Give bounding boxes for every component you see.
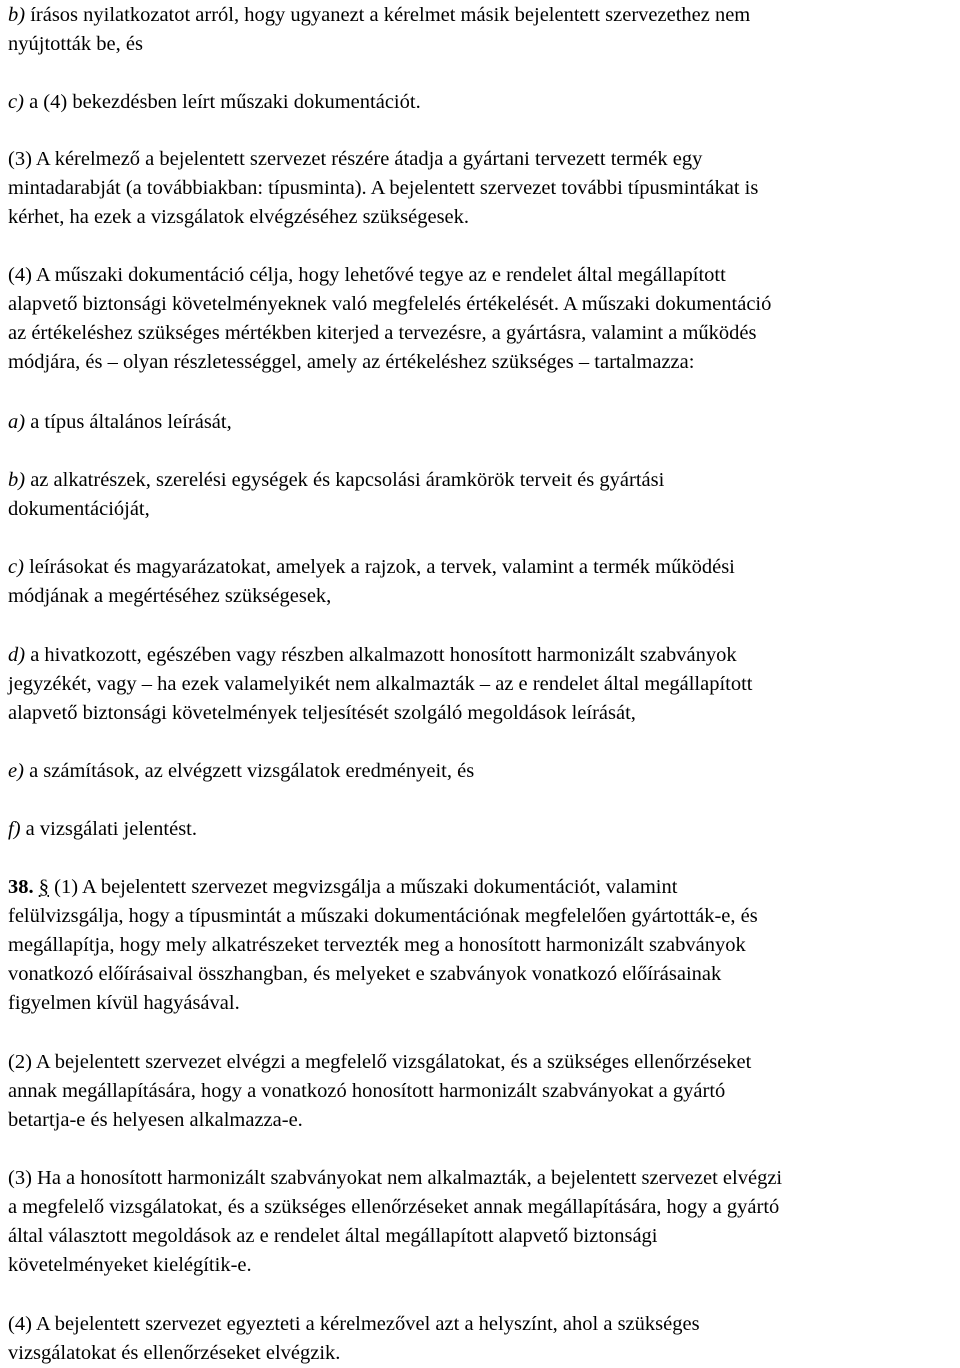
text-line: az értékeléshez szükséges mértékben kiterjed a tervezésre, a gyártásra, valamint a működés: [8, 322, 757, 344]
line-text: a vizsgálati jelentést.: [20, 818, 197, 840]
section-38-paragraph-4: [8, 1310, 958, 1368]
text-line: [8, 757, 958, 786]
text-line: (3) A kérelmező a bejelentett szervezet részére átadja a gyártani tervezett termék egy: [8, 148, 703, 170]
text-line: jegyzékét, vagy – ha ezek valamelyikét nem alkalmazták – az e rendelet által megállapított: [8, 673, 753, 695]
item-letter: b): [8, 469, 26, 491]
text-line: alapvető biztonsági követelményeknek való megfelelés értékelését. A műszaki dokumentáció: [8, 293, 772, 315]
text-line: [8, 553, 958, 582]
text-line: [8, 88, 958, 117]
item-letter: e): [8, 760, 24, 782]
text-line: [8, 466, 958, 495]
text-line: (4) A műszaki dokumentáció célja, hogy lehetővé tegye az e rendelet által megállapított: [8, 264, 726, 286]
line-text: írásos nyilatkozatot arról, hogy ugyanezt a kérelmet másik bejelentett szervezethez nem: [25, 4, 751, 26]
text-line: (4) A bejelentett szervezet egyezteti a kérelmezővel azt a helyszínt, ahol a szükséges: [8, 1313, 700, 1335]
section-38-paragraph-3: [8, 1164, 958, 1280]
line-text: (1) A bejelentett szervezet megvizsgálja a műszaki dokumentációt, valamint: [49, 876, 678, 898]
text-line: [8, 641, 958, 670]
text-line: figyelmen kívül hagyásával.: [8, 992, 240, 1014]
text-line: módjának a megértéséhez szükségesek,: [8, 585, 332, 607]
line-text: a típus általános leírását,: [25, 411, 232, 433]
text-line: vonatkozó előírásaival összhangban, és melyeket e szabványok vonatkozó előírásainak: [8, 963, 722, 985]
text-line: [8, 408, 958, 437]
item-letter: b): [8, 4, 26, 26]
list-item-c-technical-documentation: [8, 88, 958, 117]
text-line: alapvető biztonsági követelmények teljesítését szolgáló megoldások leírását,: [8, 702, 636, 724]
list-item-b-written-statement: [8, 1, 958, 59]
paragraph-4: [8, 261, 958, 377]
section-sign-link[interactable]: §: [38, 876, 49, 898]
item-letter: a): [8, 411, 26, 433]
text-line: felülvizsgálja, hogy a típusmintát a műszaki dokumentációnak megfelelően gyártották-e, és: [8, 905, 758, 927]
text-line: [8, 1, 958, 30]
text-line: dokumentációját,: [8, 498, 150, 520]
text-line: mintadarabját (a továbbiakban: típusminta). A bejelentett szervezet további típusmintákat is: [8, 177, 759, 199]
list-item-b-component-plans: [8, 466, 958, 524]
text-line: (3) Ha a honosított harmonizált szabványokat nem alkalmazták, a bejelentett szervezet elvégzi: [8, 1167, 783, 1189]
line-text: leírásokat és magyarázatokat, amelyek a rajzok, a tervek, valamint a termék működési: [23, 556, 735, 578]
text-line: annak megállapítására, hogy a vonatkozó honosított harmonizált szabványokat a gyártó: [8, 1080, 726, 1102]
text-line: követelményeket kielégítik-e.: [8, 1254, 252, 1276]
item-letter: c): [8, 556, 24, 578]
list-item-c-descriptions: [8, 553, 958, 611]
text-line: kérhet, ha ezek a vizsgálatok elvégzéséhez szükségesek.: [8, 206, 470, 228]
paragraph-3: [8, 145, 958, 232]
text-line: betartja-e és helyesen alkalmazza-e.: [8, 1109, 303, 1131]
line-text: a hivatkozott, egészében vagy részben alkalmazott honosított harmonizált szabványok: [25, 644, 737, 666]
text-line: módjára, és – olyan részletességgel, amely az értékeléshez szükséges – tartalmazza:: [8, 351, 695, 373]
list-item-e-calculations: [8, 757, 958, 786]
text-line: (2) A bejelentett szervezet elvégzi a megfelelő vizsgálatokat, és a szükséges ellenőrzéseket: [8, 1051, 752, 1073]
item-letter: d): [8, 644, 26, 666]
list-item-d-standards-list: [8, 641, 958, 728]
line-text: a (4) bekezdésben leírt műszaki dokumentációt.: [23, 91, 421, 113]
line-text: a számítások, az elvégzett vizsgálatok eredményeit, és: [23, 760, 475, 782]
section-number: 38.: [8, 876, 34, 898]
text-line: megállapítja, hogy mely alkatrészeket tervezték meg a honosított harmonizált szabványok: [8, 934, 746, 956]
item-letter: f): [8, 818, 21, 840]
text-line: által választott megoldások az e rendelet által megállapított alapvető biztonsági: [8, 1225, 658, 1247]
section-38-paragraph-2: [8, 1048, 958, 1135]
text-line: [8, 815, 958, 844]
text-line: vizsgálatokat és ellenőrzéseket elvégzik.: [8, 1342, 341, 1364]
text-line: a megfelelő vizsgálatokat, és a szükséges ellenőrzéseket annak megállapítására, hogy a gyártó: [8, 1196, 780, 1218]
text-line: [8, 873, 958, 902]
section-38-paragraph-1: [8, 873, 958, 1018]
item-letter: c): [8, 91, 24, 113]
list-item-f-test-report: [8, 815, 958, 844]
text-line: nyújtották be, és: [8, 33, 143, 55]
list-item-a-general-description: [8, 408, 958, 437]
line-text: az alkatrészek, szerelési egységek és kapcsolási áramkörök terveit és gyártási: [25, 469, 665, 491]
